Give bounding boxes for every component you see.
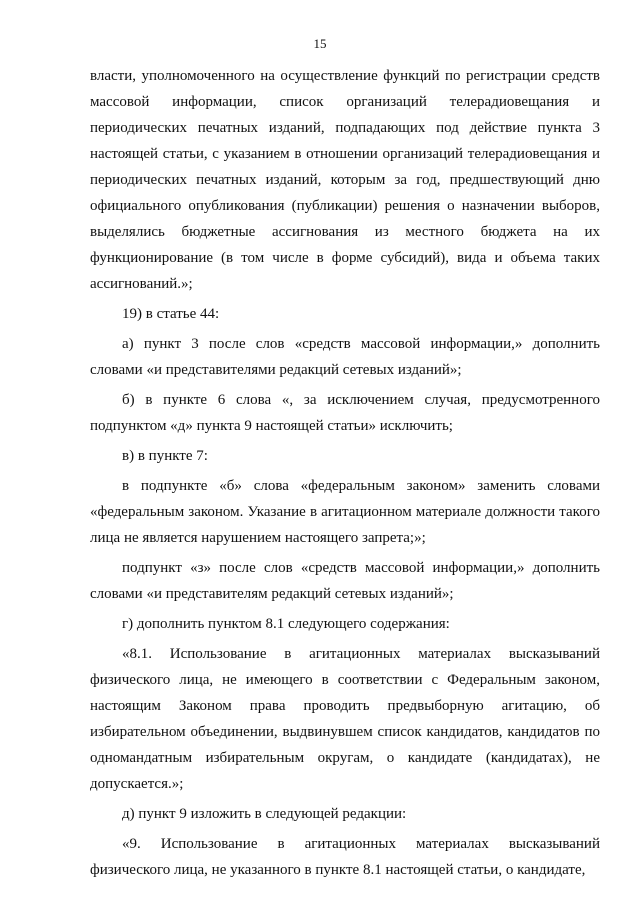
- paragraph-subitem-d: д) пункт 9 изложить в следующей редакции:: [122, 806, 407, 822]
- paragraph-point-9: «9. Использование в агитационных материалах высказываний физического лица, не указанного в пункте 8.1 настоящей статьи, о кандидате,: [90, 836, 600, 878]
- paragraph-subitem-v: в) в пункте 7:: [122, 448, 208, 464]
- page-number: 15: [313, 36, 327, 51]
- document-body: [90, 63, 600, 883]
- paragraph-subpoint-b-change: в подпункте «б» слова «федеральным законом» заменить словами «федеральным законом. Указание в агитационном материале должности такого лица не является нарушением настоящего запрета;»;: [90, 478, 600, 546]
- paragraph-subpoint-z-change: подпункт «з» после слов «средств массовой информации,» дополнить словами «и представителям редакций сетевых изданий»;: [90, 560, 600, 602]
- paragraph-subitem-b: б) в пункте 6 слова «, за исключением случая, предусмотренного подпунктом «д» пункта 9 настоящей статьи» исключить;: [90, 392, 600, 434]
- paragraph-continuation: власти, уполномоченного на осуществление функций по регистрации средств массовой информации, список организаций телерадиовещания и периодических печатных изданий, подпадающих под действие пункта 3 настоящей статьи, с указанием в отношении организаций телерадиовещания и периодических печатных изданий, которым за год, предшествующий дню официального опубликования (публикации) решения о назначении выборов, выделялись бюджетные ассигнования из местного бюджета на их функционирование (в том числе в форме субсидий), вида и объема таких ассигнований.»;: [90, 68, 600, 292]
- paragraph-point-8-1: «8.1. Использование в агитационных материалах высказываний физического лица, не имеющего в соответствии с Федеральным законом, настоящим Законом права проводить предвыборную агитацию, об избирательном объединении, выдвинувшем список кандидатов, кандидатов по одномандатным избирательным округам, о кандидате (кандидатах), не допускается.»;: [90, 646, 600, 792]
- paragraph-subitem-g: г) дополнить пунктом 8.1 следующего содержания:: [122, 616, 450, 632]
- paragraph-subitem-a: а) пункт 3 после слов «средств массовой информации,» дополнить словами «и представителями редакций сетевых изданий»;: [90, 336, 600, 378]
- paragraph-item-19: 19) в статье 44:: [122, 306, 220, 322]
